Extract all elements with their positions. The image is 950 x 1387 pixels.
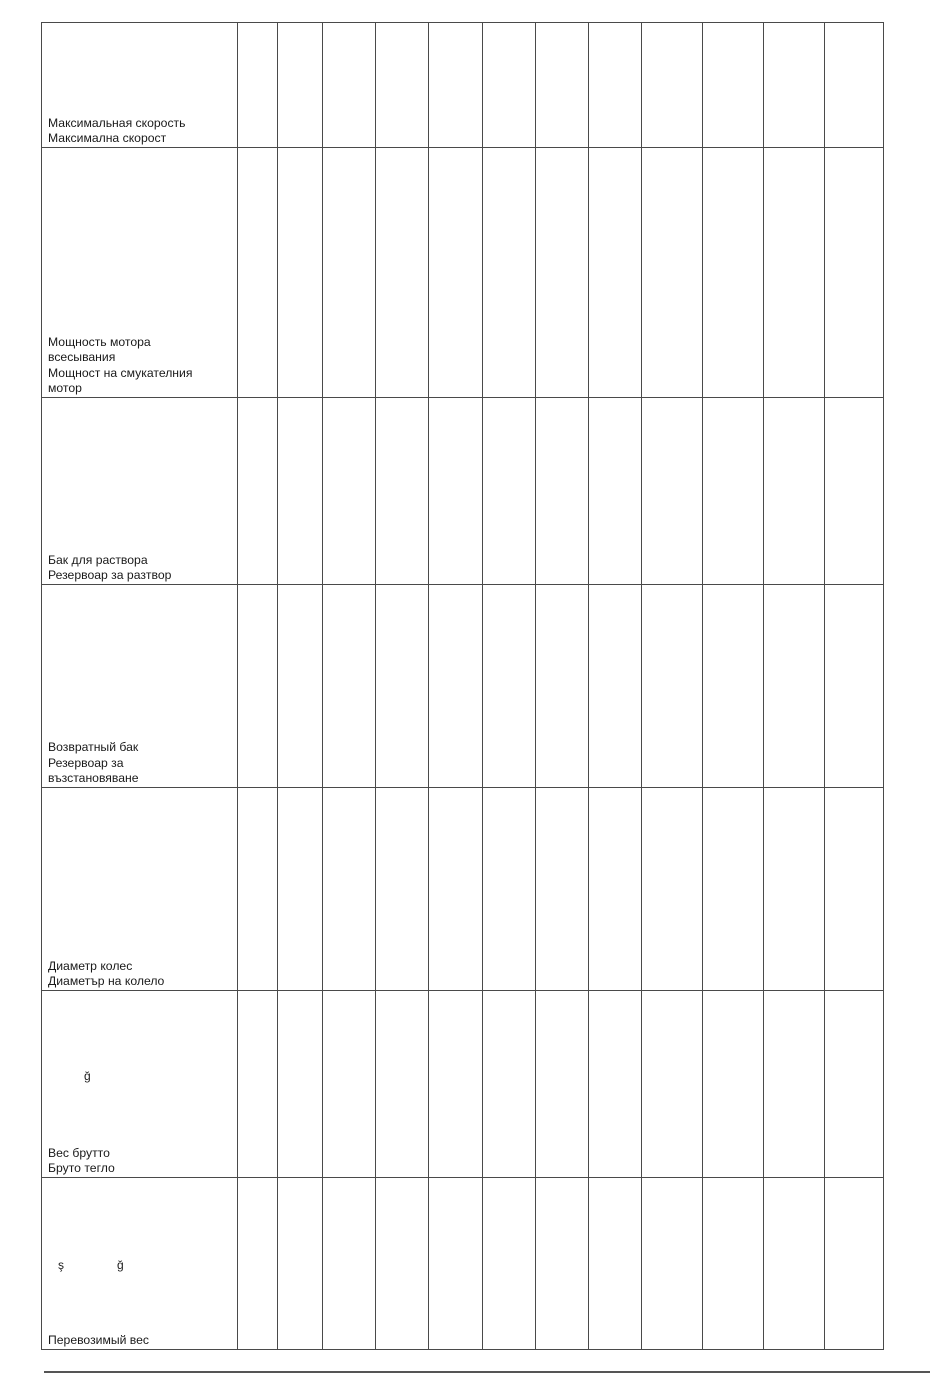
value-cell [588, 991, 641, 1178]
row-label-cell [42, 398, 238, 585]
value-cell [482, 991, 535, 1178]
row-label-line: Диаметр колес [48, 958, 133, 973]
value-cell [824, 788, 883, 991]
value-cell [278, 585, 323, 788]
value-cell [641, 585, 702, 788]
value-cell [763, 788, 824, 991]
row-label-line: Мощност на смукателния [48, 365, 193, 380]
value-cell [763, 148, 824, 398]
value-cell [238, 585, 278, 788]
spec-row-max-speed [42, 23, 884, 148]
value-cell [429, 23, 482, 148]
value-cell [824, 585, 883, 788]
row-label-line: Вес брутто [48, 1145, 110, 1160]
value-cell [376, 398, 429, 585]
value-cell [323, 23, 376, 148]
value-cell [429, 398, 482, 585]
specifications-table [41, 22, 884, 1350]
value-cell [588, 585, 641, 788]
value-cell [482, 148, 535, 398]
footer-rule [44, 1371, 930, 1373]
value-cell [641, 788, 702, 991]
row-label-line: възстановяване [48, 771, 139, 786]
value-cell [535, 991, 588, 1178]
stray-glyph: ğ [84, 1069, 91, 1083]
row-label-line: Диаметър на колело [48, 974, 165, 989]
value-cell [323, 1178, 376, 1350]
row-label-cell [42, 991, 238, 1178]
row-label-line: Возвратный бак [48, 740, 139, 755]
value-cell [763, 1178, 824, 1350]
value-cell [641, 23, 702, 148]
value-cell [702, 23, 763, 148]
value-cell [763, 991, 824, 1178]
value-cell [702, 398, 763, 585]
value-cell [482, 398, 535, 585]
row-label-line: Максимальная скорость [48, 115, 186, 130]
value-cell [429, 991, 482, 1178]
value-cell [238, 1178, 278, 1350]
value-cell [278, 1178, 323, 1350]
spec-row-recovery-tank [42, 585, 884, 788]
spec-row-gross-weight [42, 991, 884, 1178]
value-cell [702, 148, 763, 398]
value-cell [376, 148, 429, 398]
spec-row-wheel-diameter [42, 788, 884, 991]
row-label-cell [42, 585, 238, 788]
value-cell [482, 585, 535, 788]
stray-glyph: ş [58, 1258, 64, 1272]
value-cell [824, 148, 883, 398]
value-cell [588, 398, 641, 585]
row-label-cell [42, 788, 238, 991]
spec-row-suction-motor-power [42, 148, 884, 398]
row-label-line: всесывания [48, 350, 116, 365]
value-cell [588, 788, 641, 991]
value-cell [702, 788, 763, 991]
value-cell [588, 1178, 641, 1350]
value-cell [824, 23, 883, 148]
value-cell [238, 148, 278, 398]
stray-glyph: ğ [117, 1258, 124, 1272]
value-cell [278, 23, 323, 148]
row-label-line: Резервоар за [48, 755, 124, 770]
value-cell [429, 788, 482, 991]
row-label-line: Резервоар за разтвор [48, 568, 172, 583]
value-cell [429, 585, 482, 788]
value-cell [376, 1178, 429, 1350]
row-label-line: Бак для раствора [48, 552, 148, 567]
row-label-line: Перевозимый вес [48, 1333, 150, 1348]
value-cell [238, 398, 278, 585]
value-cell [641, 148, 702, 398]
value-cell [376, 585, 429, 788]
value-cell [702, 585, 763, 788]
spec-row-solution-tank [42, 398, 884, 585]
value-cell [323, 398, 376, 585]
value-cell [824, 398, 883, 585]
value-cell [535, 788, 588, 991]
value-cell [278, 788, 323, 991]
value-cell [824, 1178, 883, 1350]
row-label-line: Мощность мотора [48, 334, 151, 349]
value-cell [323, 585, 376, 788]
value-cell [482, 23, 535, 148]
value-cell [238, 991, 278, 1178]
row-label-line: Максимална скорост [48, 131, 167, 146]
value-cell [702, 991, 763, 1178]
value-cell [238, 788, 278, 991]
value-cell [482, 1178, 535, 1350]
row-label-cell [42, 23, 238, 148]
value-cell [376, 991, 429, 1178]
value-cell [429, 1178, 482, 1350]
value-cell [535, 585, 588, 788]
value-cell [238, 23, 278, 148]
value-cell [535, 148, 588, 398]
value-cell [535, 23, 588, 148]
value-cell [278, 398, 323, 585]
value-cell [702, 1178, 763, 1350]
value-cell [376, 23, 429, 148]
row-label-line: мотор [48, 381, 82, 396]
value-cell [641, 991, 702, 1178]
value-cell [278, 148, 323, 398]
value-cell [588, 23, 641, 148]
value-cell [535, 398, 588, 585]
value-cell [323, 991, 376, 1178]
value-cell [763, 23, 824, 148]
row-label-cell [42, 1178, 238, 1350]
value-cell [763, 398, 824, 585]
row-label-line: Бруто тегло [48, 1161, 115, 1176]
value-cell [641, 1178, 702, 1350]
value-cell [278, 991, 323, 1178]
value-cell [376, 788, 429, 991]
value-cell [323, 788, 376, 991]
value-cell [429, 148, 482, 398]
value-cell [824, 991, 883, 1178]
row-label-cell [42, 148, 238, 398]
value-cell [588, 148, 641, 398]
value-cell [763, 585, 824, 788]
value-cell [482, 788, 535, 991]
spec-row-transport-weight [42, 1178, 884, 1350]
value-cell [323, 148, 376, 398]
value-cell [641, 398, 702, 585]
value-cell [535, 1178, 588, 1350]
